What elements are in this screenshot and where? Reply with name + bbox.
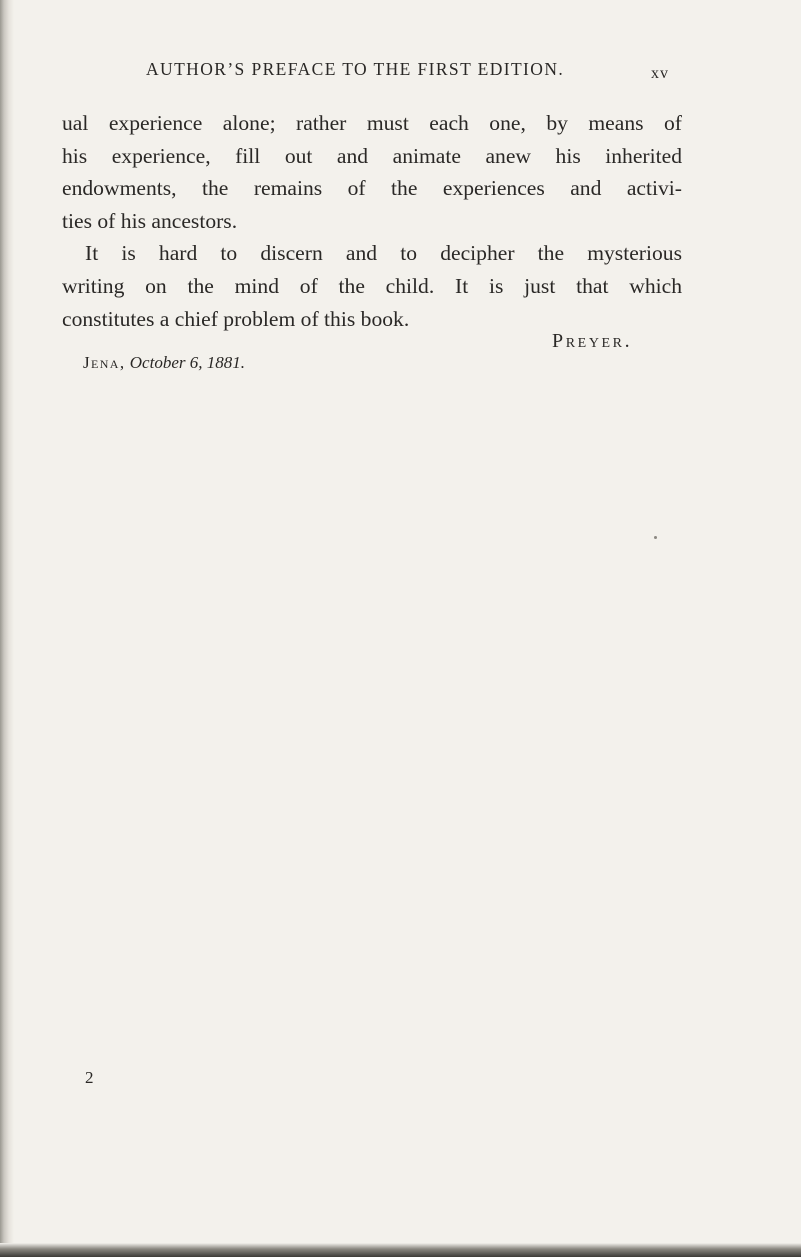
body-line-5: It is hard to discern and to decipher the mysterious <box>85 241 682 266</box>
body-line-1: ual experience alone; rather must each one, by means of <box>62 111 682 135</box>
page-edge-bottom <box>0 1243 801 1257</box>
paper-speck <box>654 536 657 539</box>
body-line-2: his experience, fill out and animate anew his inherited <box>62 143 682 168</box>
body-line-3: endowments, the remains of the experiences and activi- <box>62 176 682 201</box>
author-signature: Preyer. <box>552 330 633 352</box>
page-edge-left <box>0 0 14 1257</box>
signature-mark: 2 <box>85 1068 94 1087</box>
body-line-4: ties of his ancestors. <box>62 208 238 233</box>
body-line-6: writing on the mind of the child. It is just that which <box>62 273 682 298</box>
page-number: xv <box>651 65 669 82</box>
date: October 6, 1881. <box>129 353 245 372</box>
preface-body <box>62 107 682 335</box>
running-head <box>0 58 801 84</box>
body-line-7: constitutes a chief problem of this book. <box>62 306 410 331</box>
place: Jena, <box>83 353 126 372</box>
running-title: AUTHOR’S PREFACE TO THE FIRST EDITION. <box>146 59 565 79</box>
place-date <box>83 352 245 374</box>
